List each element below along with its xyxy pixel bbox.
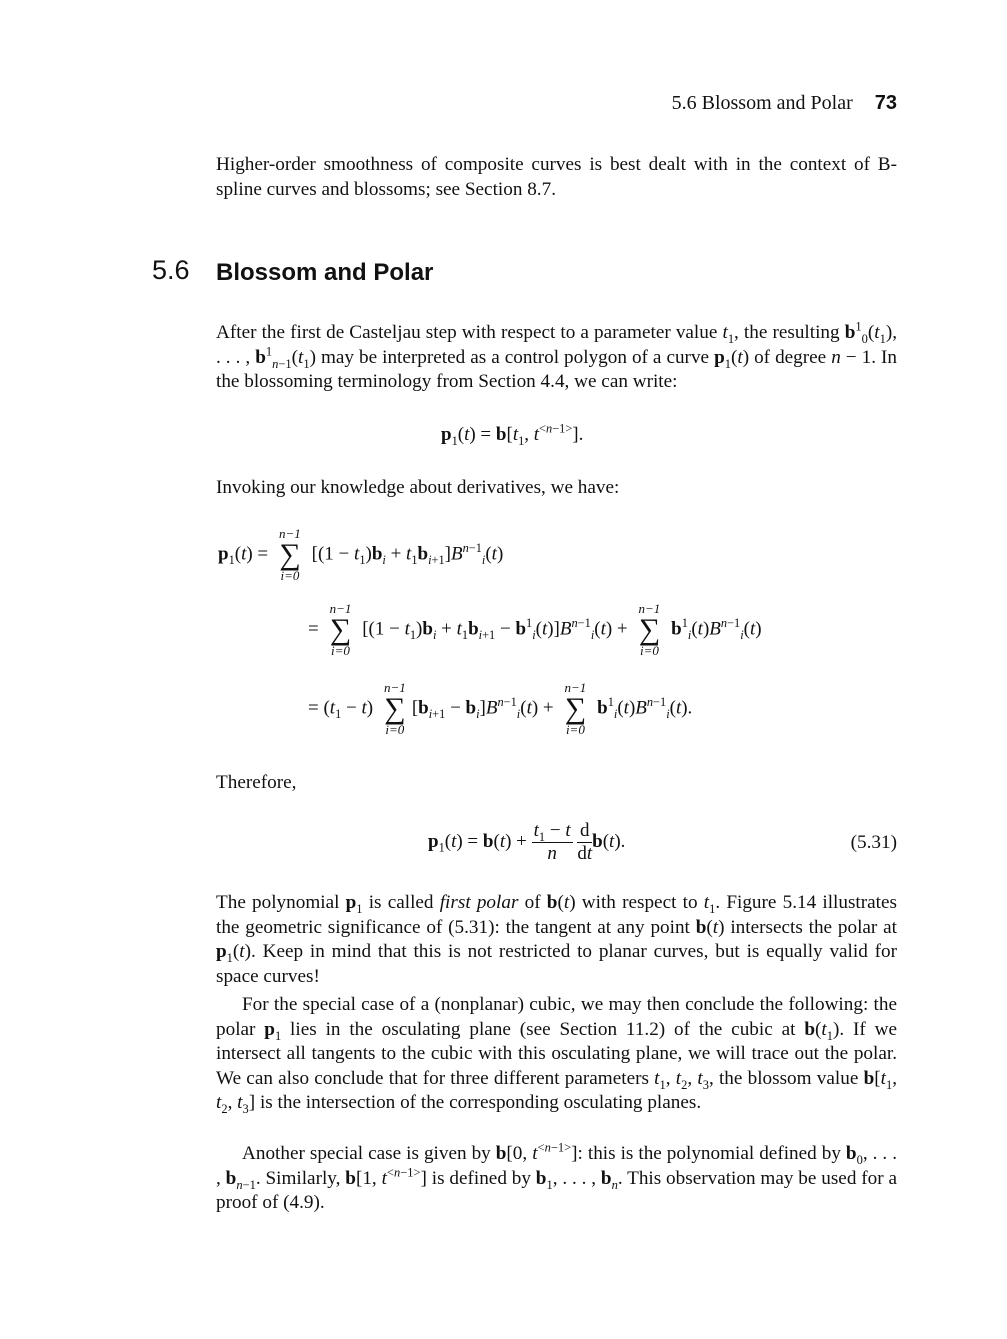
equation-derivation-line-2: = n−1 ∑ i=0 $[(1 - t_1)b_i + t_1b_{i+1} - b^1_i(t)]B^{n-1}_i(t)$ + n−1 ∑ i=0 $b^1_i(t)B^{n-1}_i(t)$ bbox=[308, 601, 762, 658]
equation-number: (5.31) bbox=[850, 832, 897, 853]
intro-paragraph: Higher-order smoothness of composite curves is best dealt with in the context of B-spline curves and blossoms; see Section 8.7. bbox=[216, 154, 897, 200]
paragraph-special-case: Another special case is given by b[0, $t^{<n-1>}$]: this is the polynomial defined by $b_0$, . . . , $b_{n-1}$. Similarly, b[1, $t^{<n-1>}$] is defined by $b_1$, . . . , $b_n$. This observation may be used for a proof of (4.9). bbox=[216, 1140, 898, 1213]
term-first-polar: first polar bbox=[439, 892, 519, 913]
equation-5-31: $p_1(t) = b(t)$ + $\frac{t_1 - t}{n}$ $\frac{d}{dt}$ b(t). bbox=[428, 820, 626, 864]
paragraph-cubic-case: For the special case of a (nonplanar) cubic, we may then conclude the following: the polar $p_1$ lies in the osculating plane (see Section 11.2) of the cubic at $b(t_1)$. If we intersect all tangents to the cubic with this osculating plane, we will trace out the polar. We can also conclude that for three different parameters $t_1$, $t_2$, $t_3$, the blossom value $b[t_1$, $t_2$, $t_3$] is the intersection of the corresponding osculating planes. bbox=[216, 994, 898, 1116]
paragraph-first-polar: The polynomial $p_1$ is called first polar of b(t) with respect to $t_1$. Figure 5.14 illustrates the geometric significance of (5.31): the tangent at any point b(t) intersects the polar at $p_1(t)$. Keep in mind that this is not restricted to planar curves, but is equally valid for space curves! bbox=[216, 892, 897, 987]
section-title: Blossom and Polar bbox=[216, 259, 434, 286]
equation-derivation-line-1: $p_1(t)$ = n−1 ∑ i=0 $[(1 - t_1)b_i + t_1b_{i+1}]B^{n-1}_i(t)$ bbox=[218, 526, 504, 583]
running-head bbox=[672, 92, 897, 115]
section-number: 5.6 bbox=[152, 255, 190, 285]
page-number: 73 bbox=[874, 92, 897, 114]
paragraph-therefore: Therefore, bbox=[216, 772, 297, 793]
equation-polar-blossom: $p_1(t) = b[t_1$, $t^{<n-1>}$]. bbox=[441, 421, 584, 448]
paragraph-first-step: After the first de Casteljau step with respect to a parameter value $t_1$, the resulting $b^1_0(t_1)$, . . . , $b^1_{n-1}(t_1)$ may be interpreted as a control polygon of a curve $p_1(t)$ of degree n − 1. In the blossoming terminology from Section 4.4, we can write: bbox=[216, 319, 897, 392]
running-head-section: 5.6 Blossom and Polar bbox=[671, 92, 853, 114]
equation-derivation-line-3: = $(t_1 - t)$ n−1 ∑ i=0 $[b_{i+1} - b_i]B^{n-1}_i(t)$ + n−1 ∑ i=0 $b^1_i(t)B^{n-1}_i(t)$. bbox=[308, 680, 693, 737]
paragraph-invoking: Invoking our knowledge about derivatives, we have: bbox=[216, 477, 620, 498]
